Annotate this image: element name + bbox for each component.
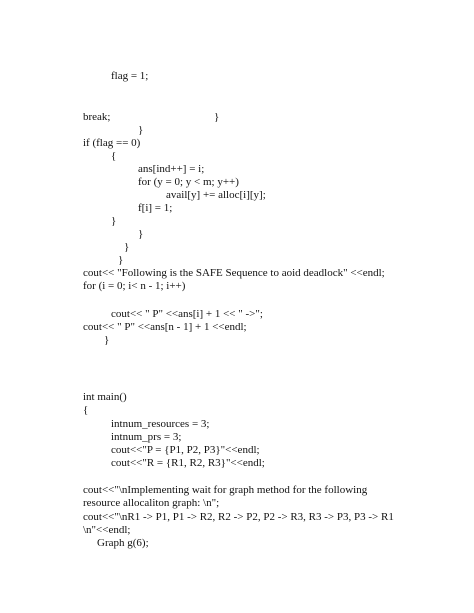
code-line: cout<<"P = {P1, P2, P3}"<<endl; bbox=[111, 444, 260, 456]
code-line: } bbox=[124, 241, 130, 253]
code-line: resource allocaliton graph: \n"; bbox=[83, 497, 220, 509]
code-line: avail[y] += alloc[i][y]; bbox=[166, 189, 266, 201]
code-line: ans[ind++] = i; bbox=[138, 163, 205, 175]
code-line: flag = 1; bbox=[111, 70, 149, 82]
code-line: } bbox=[138, 228, 144, 240]
code-line: break; bbox=[83, 111, 111, 123]
code-line: } bbox=[111, 215, 117, 227]
code-line: cout<<"R = {R1, R2, R3}"<<endl; bbox=[111, 457, 265, 469]
code-line: } bbox=[104, 334, 110, 346]
code-line: intnum_resources = 3; bbox=[111, 418, 210, 430]
code-line: cout<<"\nR1 -> P1, P1 -> R2, R2 -> P2, P2 -> R3, R3 -> P3, P3 -> R1 bbox=[83, 511, 394, 523]
code-line: int main() bbox=[83, 391, 127, 403]
code-line: cout<< " P" <<ans[n - 1] + 1 <<endl; bbox=[83, 321, 247, 333]
code-line: } bbox=[214, 111, 220, 123]
code-line: } bbox=[118, 254, 124, 266]
code-line: Graph g(6); bbox=[97, 537, 149, 549]
code-line: cout<< "Following is the SAFE Sequence to aoid deadlock" <<endl; bbox=[83, 267, 385, 279]
code-line: cout<< " P" <<ans[i] + 1 << " ->"; bbox=[111, 308, 263, 320]
code-line: for (y = 0; y < m; y++) bbox=[138, 176, 239, 188]
code-line: if (flag == 0) bbox=[83, 137, 141, 149]
code-line: for (i = 0; i< n - 1; i++) bbox=[83, 280, 186, 292]
code-line: cout<<"\nImplementing wait for graph method for the following bbox=[83, 484, 368, 496]
code-line: { bbox=[111, 150, 117, 162]
code-line: intnum_prs = 3; bbox=[111, 431, 182, 443]
code-line: \n"<<endl; bbox=[83, 524, 131, 536]
code-line: { bbox=[83, 404, 89, 416]
code-line: } bbox=[138, 124, 144, 136]
code-line: f[i] = 1; bbox=[138, 202, 173, 214]
